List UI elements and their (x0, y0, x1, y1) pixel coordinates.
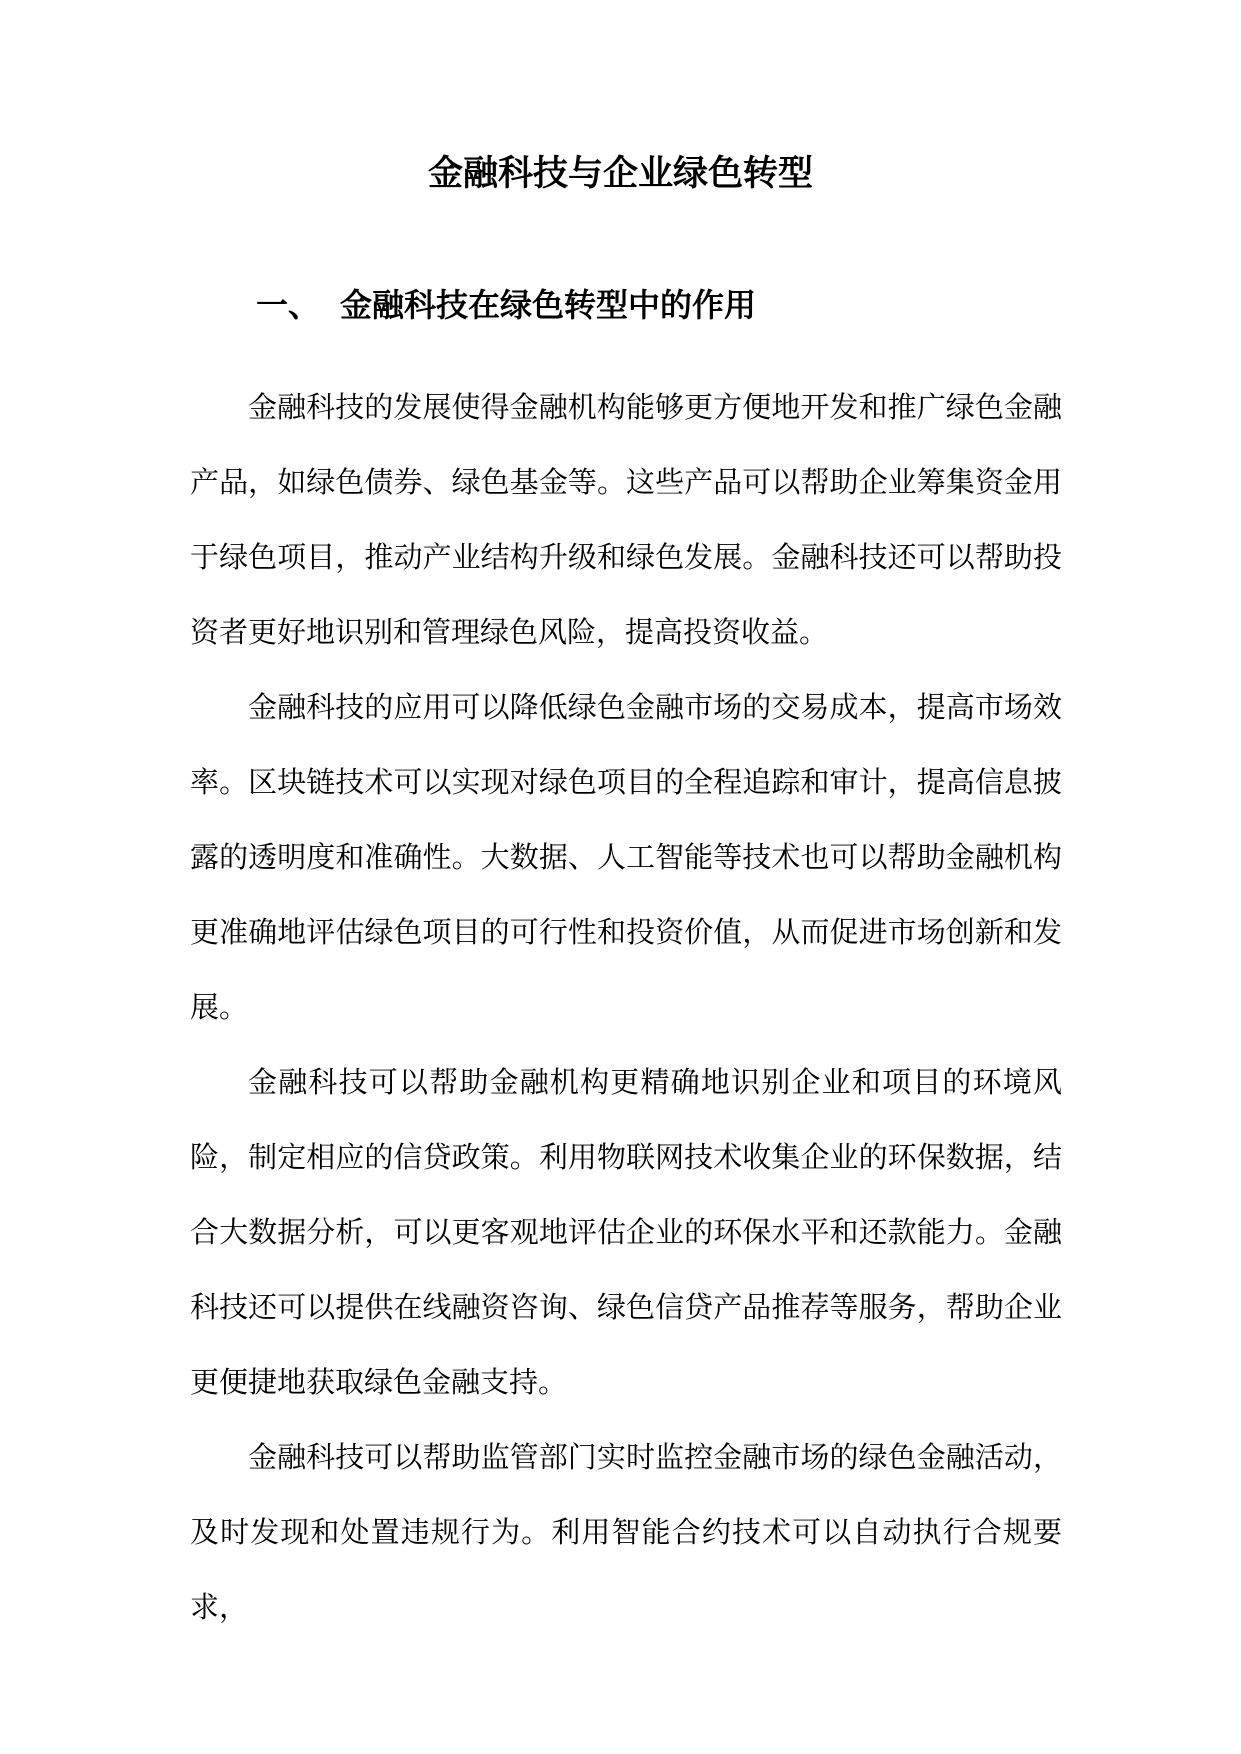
document-title: 金融科技与企业绿色转型 (427, 154, 813, 194)
paragraph-3: 金融科技可以帮助金融机构更精确地识别企业和项目的环境风险，制定相应的信贷政策。利用物联网技术收集企业的环保数据，结合大数据分析，可以更客观地评估企业的环保水平和还款能力。金融科技还可以提供在线融资咨询、绿色信贷产品推荐等服务，帮助企业更便捷地获取绿色金融支持。 (190, 1065, 1062, 1399)
section-heading-text: 金融科技在绿色转型中的作用 (340, 286, 757, 324)
paragraph-2: 金融科技的应用可以降低绿色金融市场的交易成本，提高市场效率。区块链技术可以实现对绿色项目的全程追踪和审计，提高信息披露的透明度和准确性。大数据、人工智能等技术也可以帮助金融机构更准确地评估绿色项目的可行性和投资价值，从而促进市场创新和发展。 (190, 690, 1062, 1024)
paragraph-1: 金融科技的发展使得金融机构能够更方便地开发和推广绿色金融产品，如绿色债券、绿色基金等。这些产品可以帮助企业筹集资金用于绿色项目，推动产业结构升级和绿色发展。金融科技还可以帮助投资者更好地识别和管理绿色风险，提高投资收益。 (190, 390, 1062, 649)
section-heading (256, 283, 756, 327)
document-body (190, 370, 1062, 1645)
paragraph-4: 金融科技可以帮助监管部门实时监控金融市场的绿色金融活动，及时发现和处置违规行为。利用智能合约技术可以自动执行合规要求， (190, 1440, 1062, 1624)
section-number: 一、 (256, 286, 321, 324)
